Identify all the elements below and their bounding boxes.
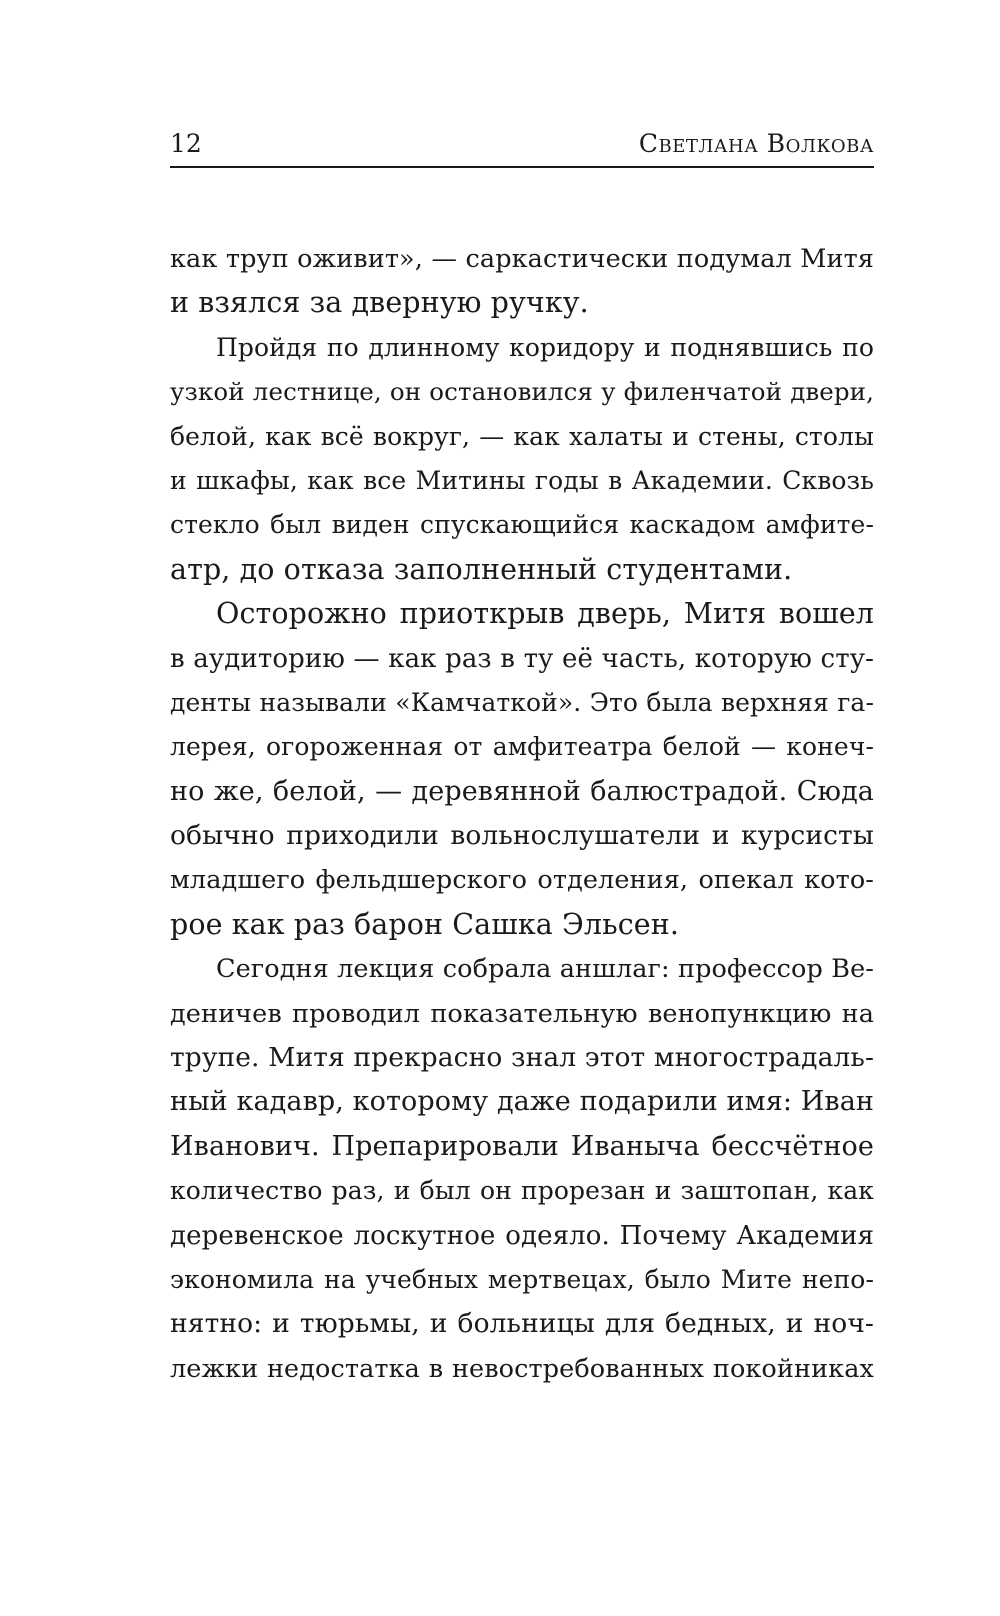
text-line: рое как раз барон Сашка Эльсен. — [170, 907, 680, 941]
paragraph-first-line: Осторожно приоткрыв дверь, Митя вошел — [216, 597, 874, 631]
text-line: младшего фельдшерского отделения, опекал кото- — [170, 865, 874, 896]
text-line: и взялся за дверную ручку. — [170, 286, 589, 320]
author-name: Светлана Волкова — [638, 129, 874, 158]
text-line: но же, белой, — деревянной балюстрадой. Сюда — [170, 775, 874, 807]
text-line: денты называли «Камчаткой». Это была верхняя га- — [170, 687, 874, 717]
text-line: лежки недостатка в невостребованных покойниках — [170, 1353, 874, 1384]
text-line: нятно: и тюрьмы, и больницы для бедных, и ноч- — [170, 1308, 874, 1340]
text-line: белой, как всё вокруг, — как халаты и стены, столы — [170, 421, 874, 451]
text-line: ный кадавр, которому даже подарили имя: Иван — [170, 1086, 874, 1118]
text-line: обычно приходили вольнослушатели и курсисты — [170, 820, 874, 852]
running-head — [170, 126, 874, 168]
text-line: как труп оживит», — саркастически подумал Митя — [170, 244, 874, 274]
text-line: Иванович. Препарировали Иваныча бессчётное — [170, 1130, 874, 1162]
body-text — [170, 237, 874, 1391]
page-number: 12 — [170, 129, 202, 158]
text-line: и шкафы, как все Митины годы в Академии. Сквозь — [170, 465, 874, 495]
text-line: узкой лестнице, он остановился у филенчатой двери, — [170, 377, 874, 407]
text-line: деревенское лоскутное одеяло. Почему Академия — [170, 1220, 874, 1251]
paragraph-first-line: Пройдя по длинному коридору и поднявшись по — [216, 332, 874, 362]
text-line: количество раз, и был он прорезан и заштопан, как — [170, 1176, 874, 1206]
text-line: атр, до отказа заполненный студентами. — [170, 552, 793, 586]
text-line: экономила на учебных мертвецах, было Мите непо- — [170, 1264, 874, 1294]
text-line: стекло был виден спускающийся каскадом амфите- — [170, 510, 874, 540]
paragraph-first-line: Сегодня лекция собрала аншлаг: профессор Ве- — [216, 954, 874, 985]
text-line: деничев проводил показательную венопункцию на — [170, 998, 874, 1029]
text-line: в аудиторию — как раз в ту её часть, которую сту- — [170, 643, 874, 674]
text-line: трупе. Митя прекрасно знал этот многострадаль- — [170, 1042, 874, 1074]
text-line: лерея, огороженная от амфитеатра белой — конеч- — [170, 732, 874, 762]
